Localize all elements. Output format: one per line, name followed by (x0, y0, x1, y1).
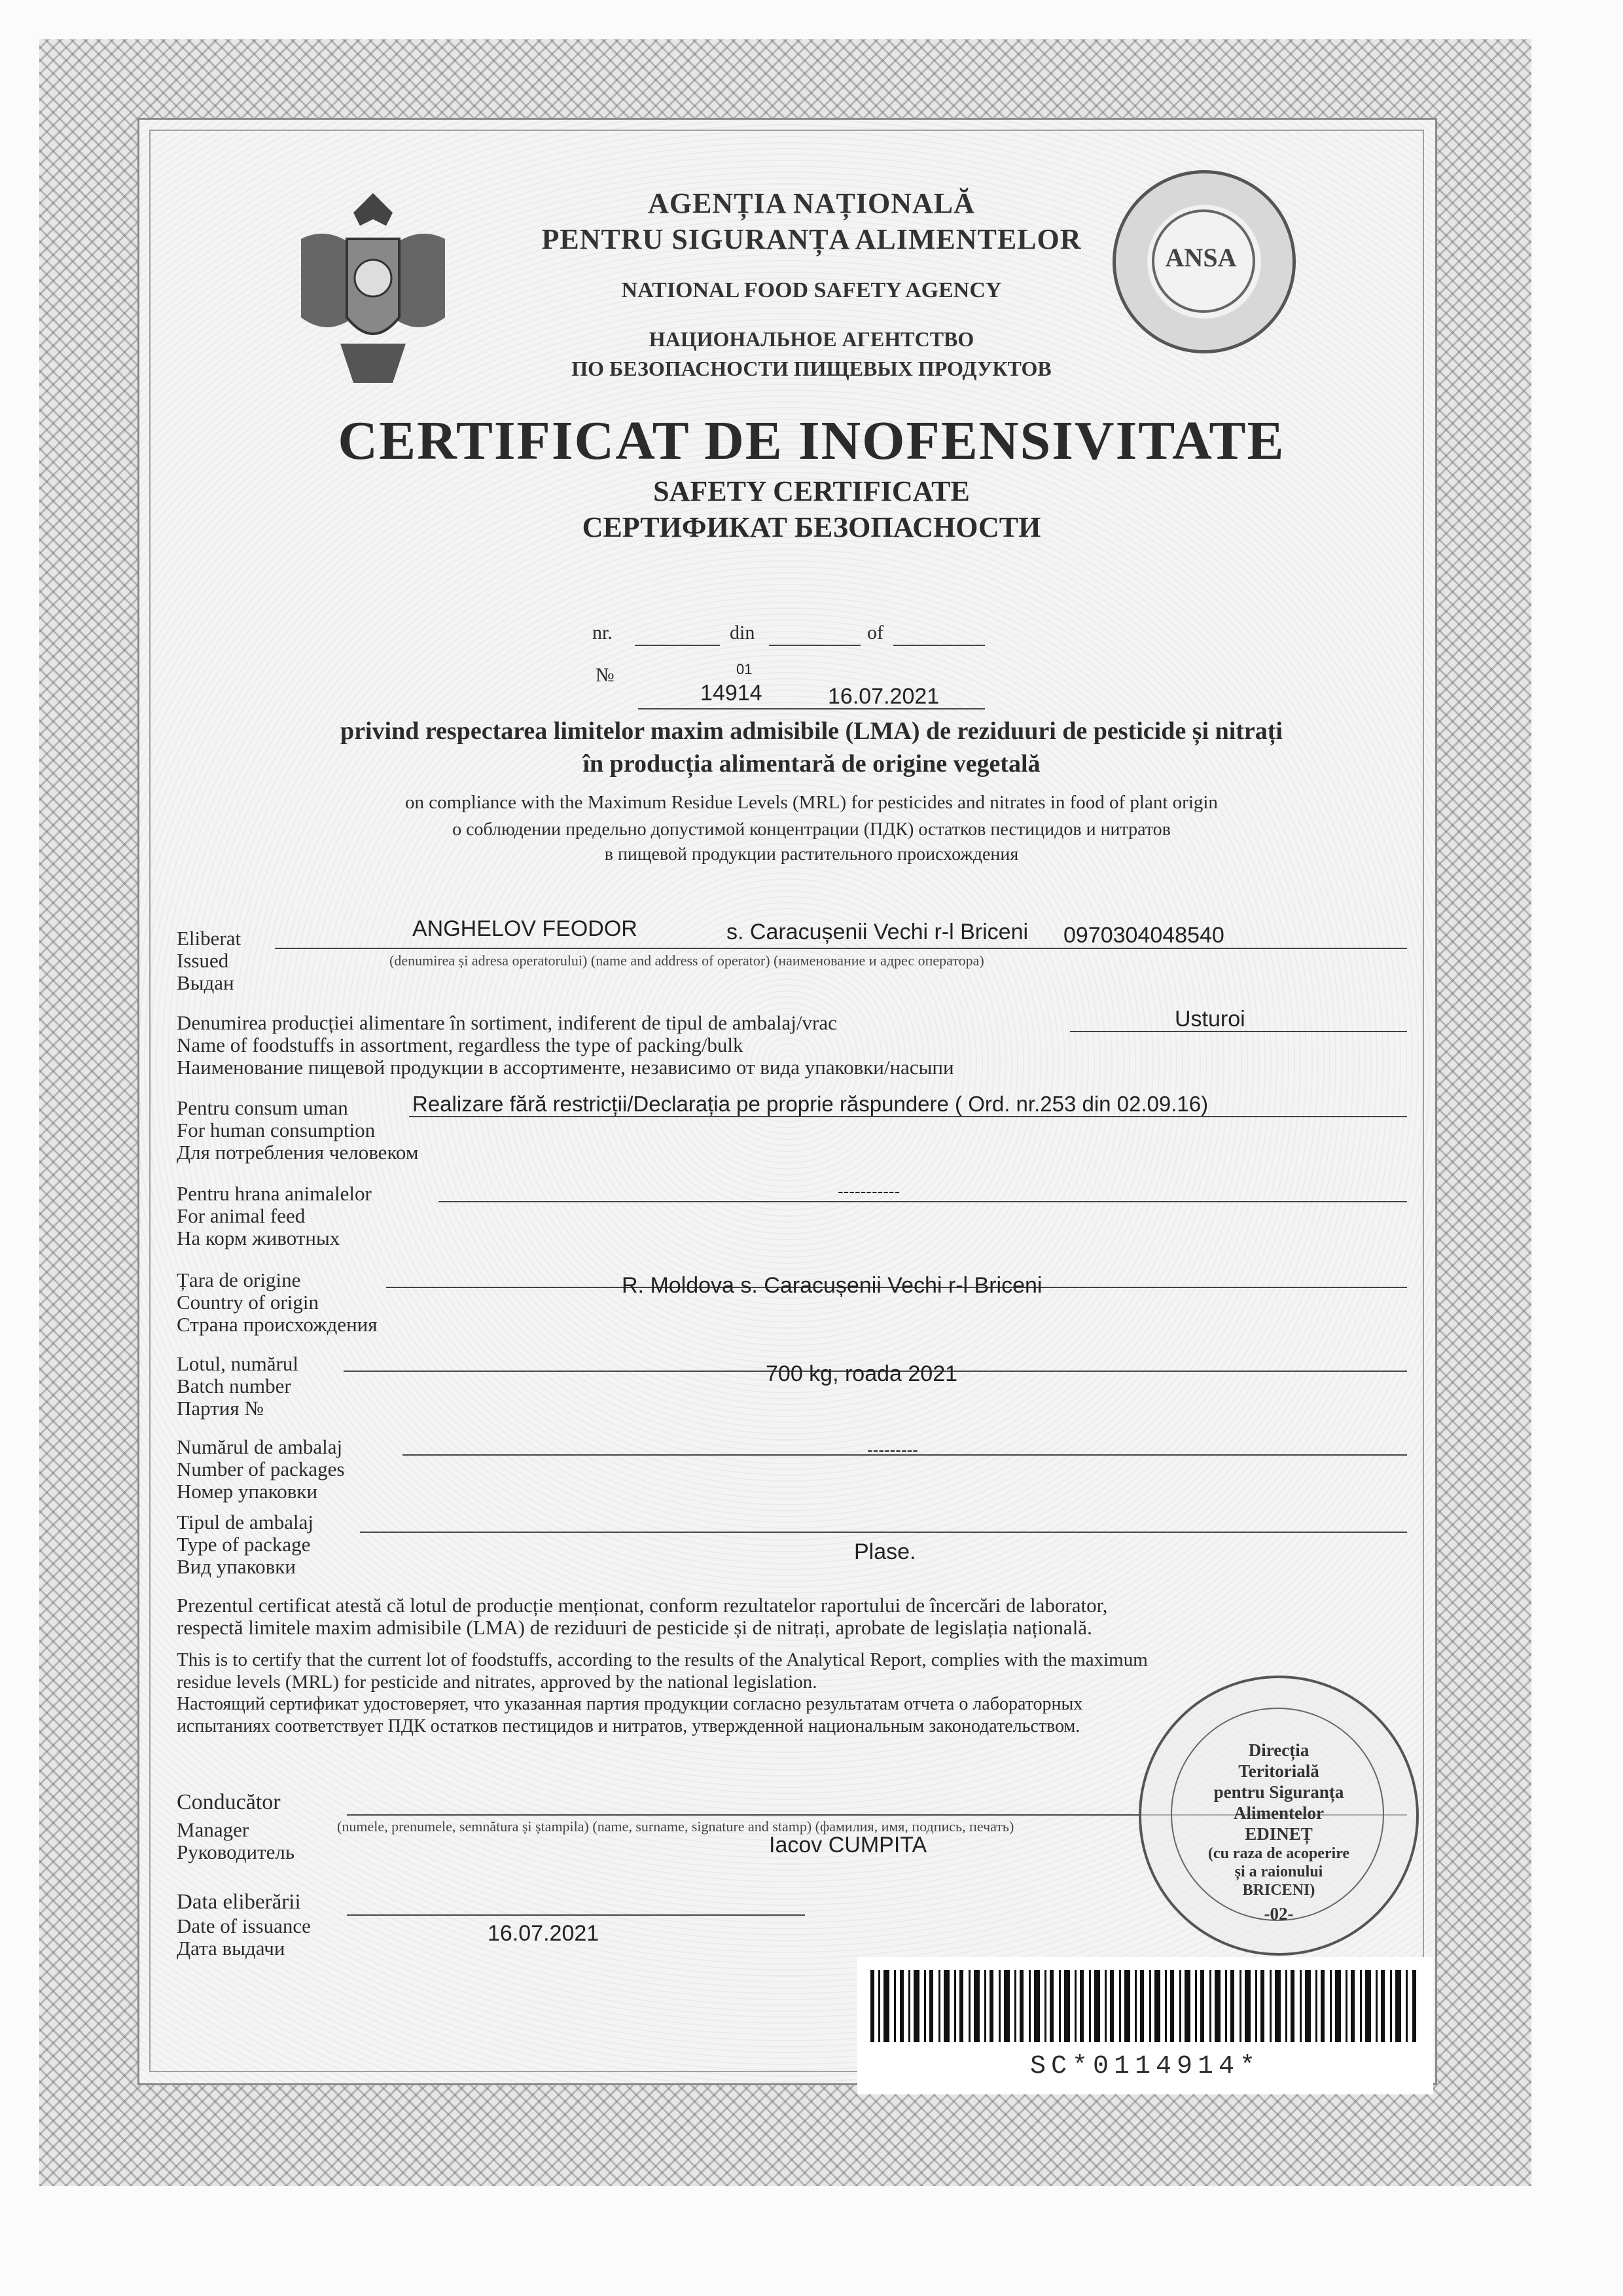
certificate-date: 16.07.2021 (828, 684, 940, 709)
nr-label: nr. (592, 622, 613, 643)
seal-monogram: ANSA (1165, 243, 1237, 272)
din-label: din (730, 622, 755, 643)
din-rule (769, 645, 861, 646)
issue-date-rule (347, 1914, 805, 1916)
stamp-line-6: (cu raza de acoperire (1207, 1845, 1350, 1862)
stamp-line-8: BRICENI) (1242, 1882, 1315, 1899)
issue-date-value: 16.07.2021 (488, 1921, 599, 1946)
certificate-title-ru: СЕРТИФИКАТ БЕЗОПАСНОСТИ (582, 511, 1041, 543)
statement-en-2: residue levels (MRL) for pesticide and nitrates, approved by the national legislation. (177, 1672, 817, 1693)
batch-value: 700 kg, roada 2021 (766, 1361, 958, 1386)
issued-label-ro: Eliberat (177, 927, 241, 950)
subject-ro-1: privind respectarea limitelor maxim admisibile (LMA) de reziduuri de pesticide și nitrați (340, 717, 1283, 745)
batch-label-en: Batch number (177, 1374, 291, 1397)
barcode-icon (864, 1970, 1427, 2042)
animal-label-ru: На корм животных (177, 1227, 340, 1249)
package-type-rule (360, 1532, 1407, 1533)
animal-rule (438, 1201, 1407, 1202)
package-type-value: Plase. (854, 1539, 916, 1564)
agency-name-en: NATIONAL FOOD SAFETY AGENCY (621, 278, 1002, 302)
statement-ro-2: respectă limitele maxim admisibile (LMA) de reziduuri de pesticide și de nitrați, aprobate de legislația națională. (177, 1616, 1092, 1639)
packages-label-en: Number of packages (177, 1458, 345, 1480)
statement-ro-1: Prezentul certificat atestă că lotul de producție menționat, conform rezultatelor raportului de încercări de laborator, (177, 1594, 1108, 1617)
stamp-line-4: Alimentelor (1234, 1803, 1324, 1823)
issue-date-label-en: Date of issuance (177, 1914, 311, 1937)
packages-label-ro: Numărul de ambalaj (177, 1435, 343, 1458)
of-rule (893, 645, 985, 646)
certificate-series: 01 (736, 661, 753, 677)
stamp-line-1: Direcția (1248, 1740, 1310, 1760)
manager-caption: (numele, prenumele, semnătura și ștampila) (name, surname, signature and stamp) (фамилия, имя, подпись, печать) (337, 1818, 1014, 1835)
subject-ru-1: о соблюдении предельно допустимой концентрации (ПДК) остатков пестицидов и нитратов (452, 819, 1171, 840)
package-type-label-ro: Tipul de ambalaj (177, 1511, 313, 1534)
product-label-en: Name of foodstuffs in assortment, regardless the type of packing/bulk (177, 1033, 743, 1056)
certificate-title-ro: CERTIFICAT DE INOFENSIVITATE (338, 410, 1285, 471)
issued-operator-code: 0970304048540 (1063, 923, 1224, 948)
issue-date-label-ru: Дата выдачи (177, 1937, 285, 1960)
territorial-stamp (1139, 1676, 1419, 1956)
subject-en: on compliance with the Maximum Residue Levels (MRL) for pesticides and nitrates in food of plant origin (405, 792, 1218, 813)
product-value: Usturoi (1175, 1007, 1245, 1031)
number-rule (638, 708, 985, 709)
product-label-ro: Denumirea producției alimentare în sortiment, indiferent de tipul de ambalaj/vrac (177, 1011, 837, 1034)
animal-label-ro: Pentru hrana animalelor (177, 1182, 372, 1205)
issued-label-en: Issued (177, 949, 229, 972)
certificate-number: 14914 (700, 681, 762, 706)
subject-ro-2: în producția alimentară de origine vegetală (582, 750, 1041, 778)
barcode-number: SC*0114914* (1029, 2052, 1261, 2081)
no-label: № (596, 664, 615, 686)
animal-value: ----------- (838, 1181, 901, 1201)
stamp-line-9: -02- (1264, 1904, 1294, 1924)
origin-label-en: Country of origin (177, 1291, 319, 1314)
subject-ru-2: в пищевой продукции растительного происхождения (604, 844, 1019, 865)
issue-date-label-ro: Data eliberării (177, 1890, 301, 1914)
human-value: Realizare fără restricții/Declarația pe proprie răspundere ( Ord. nr.253 din 02.09.16) (412, 1092, 1209, 1116)
origin-label-ro: Țara de origine (177, 1268, 301, 1291)
issued-operator-address: s. Caracușenii Vechi r-l Briceni (726, 920, 1029, 944)
statement-en-1: This is to certify that the current lot of foodstuffs, according to the results of the Analytical Report, complies with the maximum (177, 1649, 1148, 1670)
package-type-label-ru: Вид упаковки (177, 1555, 296, 1578)
batch-label-ro: Lotul, numărul (177, 1352, 298, 1375)
stamp-line-3: pentru Siguranța (1213, 1782, 1344, 1802)
nr-rule (635, 645, 720, 646)
manager-name: Iacov CUMPITA (769, 1833, 927, 1857)
agency-name-ro-1: AGENȚIA NAȚIONALĂ (648, 187, 975, 219)
agency-name-ro-2: PENTRU SIGURANȚA ALIMENTELOR (541, 223, 1082, 255)
statement-ru-2: испытаниях соответствует ПДК остатков пестицидов и нитратов, утвержденной национальным законодательством. (177, 1716, 1080, 1736)
certificate-title-en: SAFETY CERTIFICATE (653, 475, 970, 507)
human-label-ro: Pentru consum uman (177, 1096, 348, 1119)
batch-label-ru: Партия № (177, 1397, 264, 1420)
statement-ru-1: Настоящий сертификат удостоверяет, что указанная партия продукции согласно результатам отчета о лабораторных (177, 1694, 1083, 1714)
origin-label-ru: Страна происхождения (177, 1313, 378, 1336)
human-label-en: For human consumption (177, 1119, 376, 1141)
human-label-ru: Для потребления человеком (177, 1141, 419, 1164)
origin-value: R. Moldova s. Caracușenii Vechi r-l Briceni (622, 1273, 1043, 1298)
issued-operator-name: ANGHELOV FEODOR (412, 916, 637, 941)
stamp-line-2: Teritorială (1238, 1761, 1319, 1781)
manager-label-ro: Conducător (177, 1790, 281, 1814)
packages-label-ru: Номер упаковки (177, 1480, 318, 1503)
package-type-label-en: Type of package (177, 1533, 311, 1556)
stamp-line-7: și a raionului (1234, 1863, 1323, 1880)
issued-caption: (denumirea și adresa operatorului) (name and address of operator) (наименование и адрес оператора) (389, 952, 984, 969)
manager-label-ru: Руководитель (177, 1840, 295, 1863)
of-label: of (867, 622, 883, 643)
issued-label-ru: Выдан (177, 971, 234, 994)
issued-rule (275, 948, 1407, 949)
manager-label-en: Manager (177, 1818, 249, 1841)
agency-name-ru-1: НАЦИОНАЛЬНОЕ АГЕНТСТВО (649, 327, 974, 351)
packages-value: --------- (867, 1440, 918, 1460)
product-label-ru: Наименование пищевой продукции в ассортименте, независимо от вида упаковки/насыпи (177, 1056, 954, 1079)
stamp-line-5: EDINEȚ (1245, 1824, 1313, 1844)
animal-label-en: For animal feed (177, 1204, 306, 1227)
agency-name-ru-2: ПО БЕЗОПАСНОСТИ ПИЩЕВЫХ ПРОДУКТОВ (571, 357, 1052, 380)
